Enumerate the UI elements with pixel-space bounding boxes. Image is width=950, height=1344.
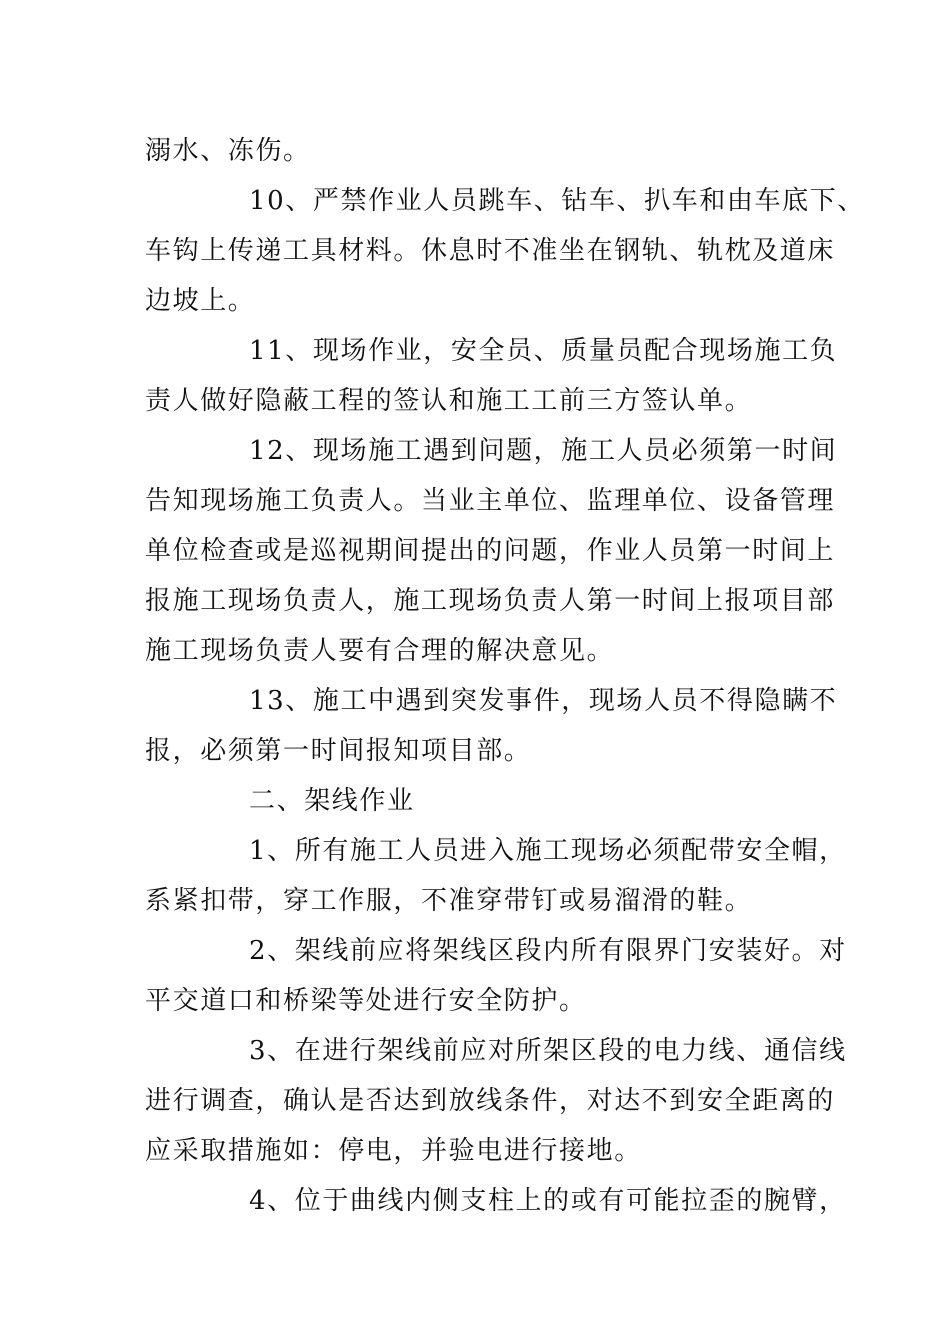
text-line-item-2: 2、架线前应将架线区段内所有限界门安装好。对: [249, 936, 847, 966]
text-line: 应采取措施如：停电，并验电进行接地。: [145, 1136, 642, 1166]
text-line: 车钩上传递工具材料。休息时不准坐在钢轨、轨枕及道床: [145, 236, 836, 266]
text-line: 平交道口和桥梁等处进行安全防护。: [145, 986, 587, 1016]
text-line: 施工现场负责人要有合理的解决意见。: [145, 636, 615, 666]
text-line-item-1: 1、所有施工人员进入施工现场必须配带安全帽，: [249, 836, 847, 866]
document-body: [145, 126, 865, 1226]
text-line: 单位检查或是巡视期间提出的问题，作业人员第一时间上: [145, 536, 836, 566]
text-line-item-4: 4、位于曲线内侧支柱上的或有可能拉歪的腕臂，: [249, 1186, 847, 1216]
text-line-item-3: 3、在进行架线前应对所架区段的电力线、通信线: [249, 1036, 847, 1066]
text-line-item-13: 13、施工中遇到突发事件，现场人员不得隐瞒不: [249, 686, 838, 716]
text-line: 溺水、冻伤。: [145, 136, 311, 166]
text-line-item-12: 12、现场施工遇到问题，施工人员必须第一时间: [249, 436, 838, 466]
text-line: 告知现场施工负责人。当业主单位、监理单位、设备管理: [145, 486, 836, 516]
text-line: 系紧扣带，穿工作服，不准穿带钉或易溜滑的鞋。: [145, 886, 753, 916]
text-line-item-10: 10、严禁作业人员跳车、钻车、扒车和由车底下、: [249, 186, 865, 216]
text-line-item-11: 11、现场作业，安全员、质量员配合现场施工负: [249, 336, 838, 366]
text-line: 报，必须第一时间报知项目部。: [145, 736, 532, 766]
text-line: 进行调查，确认是否达到放线条件，对达不到安全距离的: [145, 1086, 836, 1116]
text-line: 责人做好隐蔽工程的签认和施工工前三方签认单。: [145, 386, 753, 416]
text-line: 报施工现场负责人，施工现场负责人第一时间上报项目部: [145, 586, 836, 616]
text-line: 边坡上。: [145, 286, 256, 316]
section-heading: 二、架线作业: [249, 786, 415, 816]
